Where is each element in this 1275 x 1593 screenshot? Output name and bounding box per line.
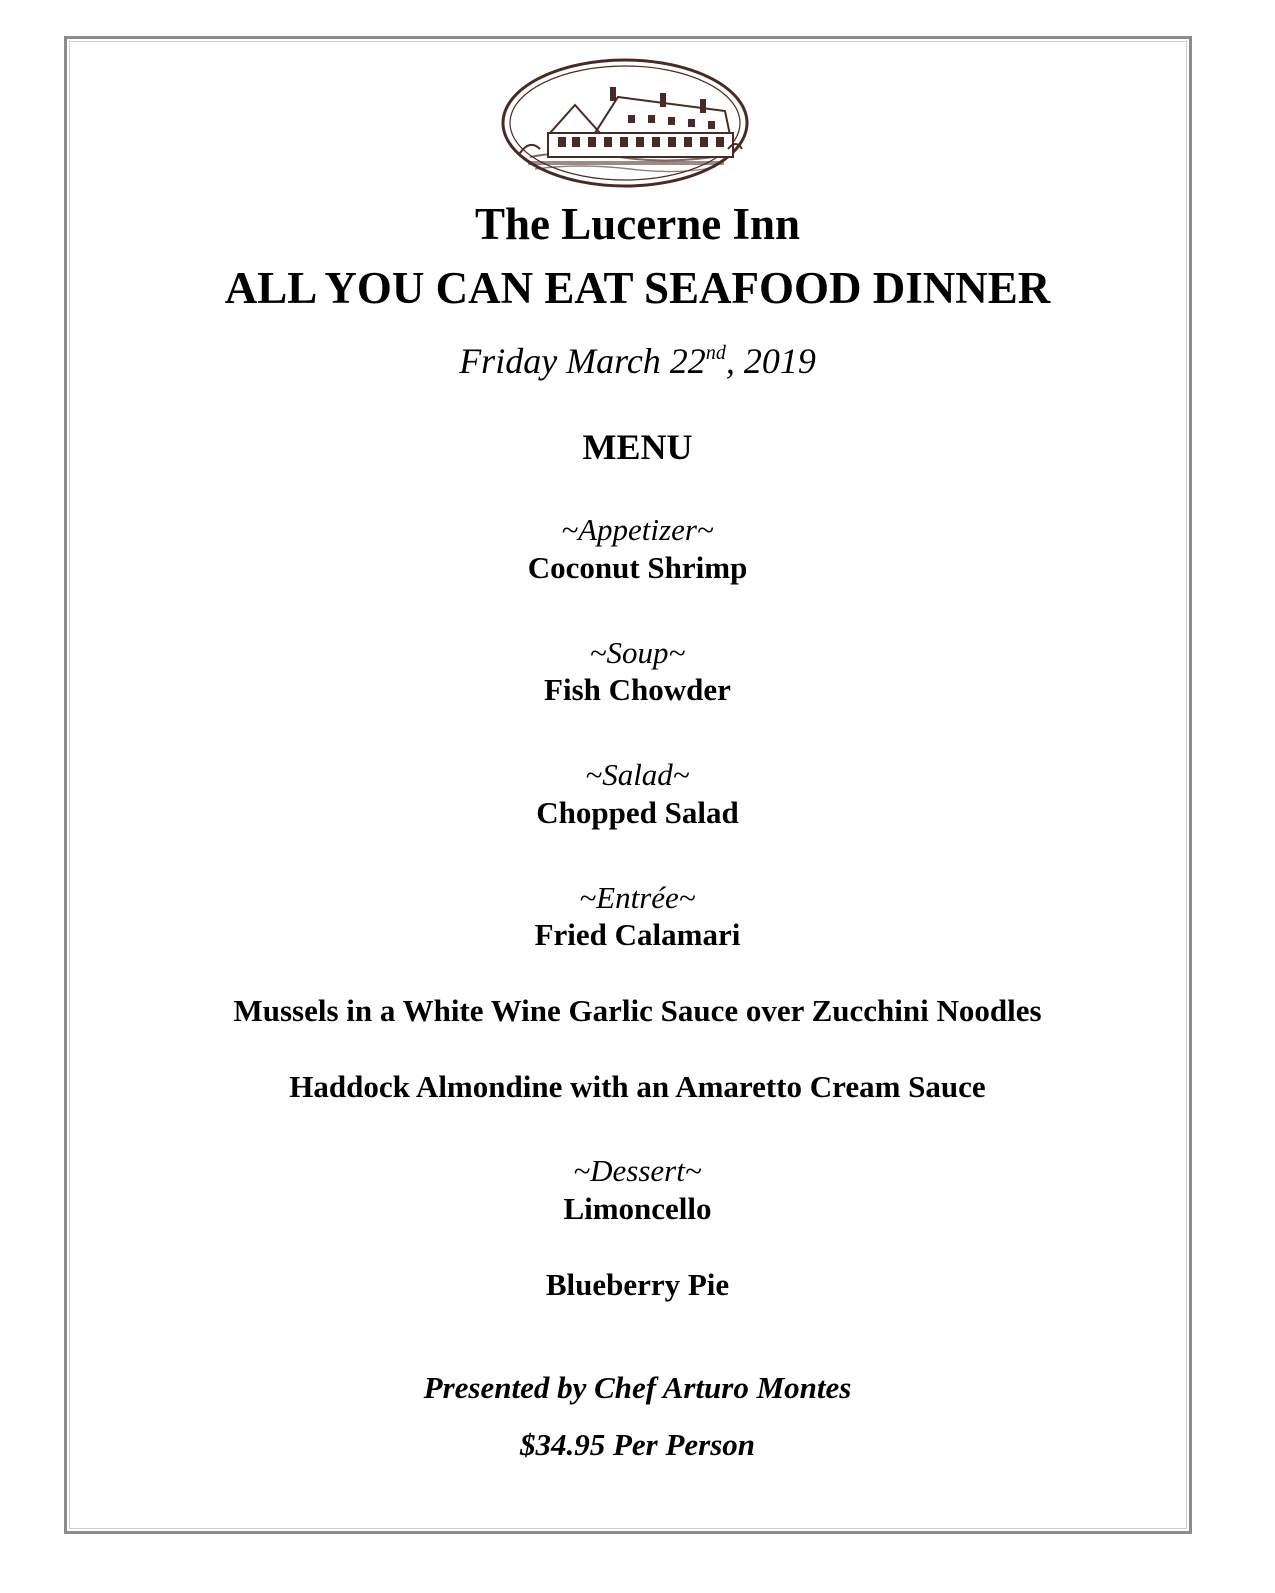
dish-entree-mussels: Mussels in a White Wine Garlic Sauce over Zucchini Noodles (233, 993, 1042, 1028)
date-main: Friday March 22 (459, 341, 706, 381)
price-per-person: $34.95 Per Person (519, 1427, 756, 1462)
course-label-salad: ~Salad~ (585, 757, 690, 792)
course-label-dessert: ~Dessert~ (573, 1153, 702, 1188)
dish-soup: Fish Chowder (544, 672, 731, 707)
event-date (0, 340, 1275, 382)
dish-entree-haddock: Haddock Almondine with an Amaretto Cream Sauce (289, 1069, 986, 1104)
course-label-entree: ~Entrée~ (579, 880, 696, 915)
course-label-soup: ~Soup~ (589, 635, 686, 670)
dish-dessert-limoncello: Limoncello (563, 1191, 712, 1226)
inn-building-engraving-icon (500, 57, 750, 189)
restaurant-name: The Lucerne Inn (474, 199, 801, 249)
dish-entree-calamari: Fried Calamari (534, 917, 741, 952)
menu-heading: MENU (582, 427, 693, 467)
date-ordinal: nd (705, 342, 726, 364)
course-label-appetizer: ~Appetizer~ (561, 512, 714, 547)
event-title: ALL YOU CAN EAT SEAFOOD DINNER (224, 263, 1051, 313)
chef-credit: Presented by Chef Arturo Montes (423, 1370, 852, 1405)
dish-appetizer: Coconut Shrimp (527, 550, 748, 585)
dish-dessert-blueberry-pie: Blueberry Pie (545, 1267, 730, 1302)
date-year: , 2019 (725, 341, 816, 381)
dish-salad: Chopped Salad (536, 795, 739, 830)
